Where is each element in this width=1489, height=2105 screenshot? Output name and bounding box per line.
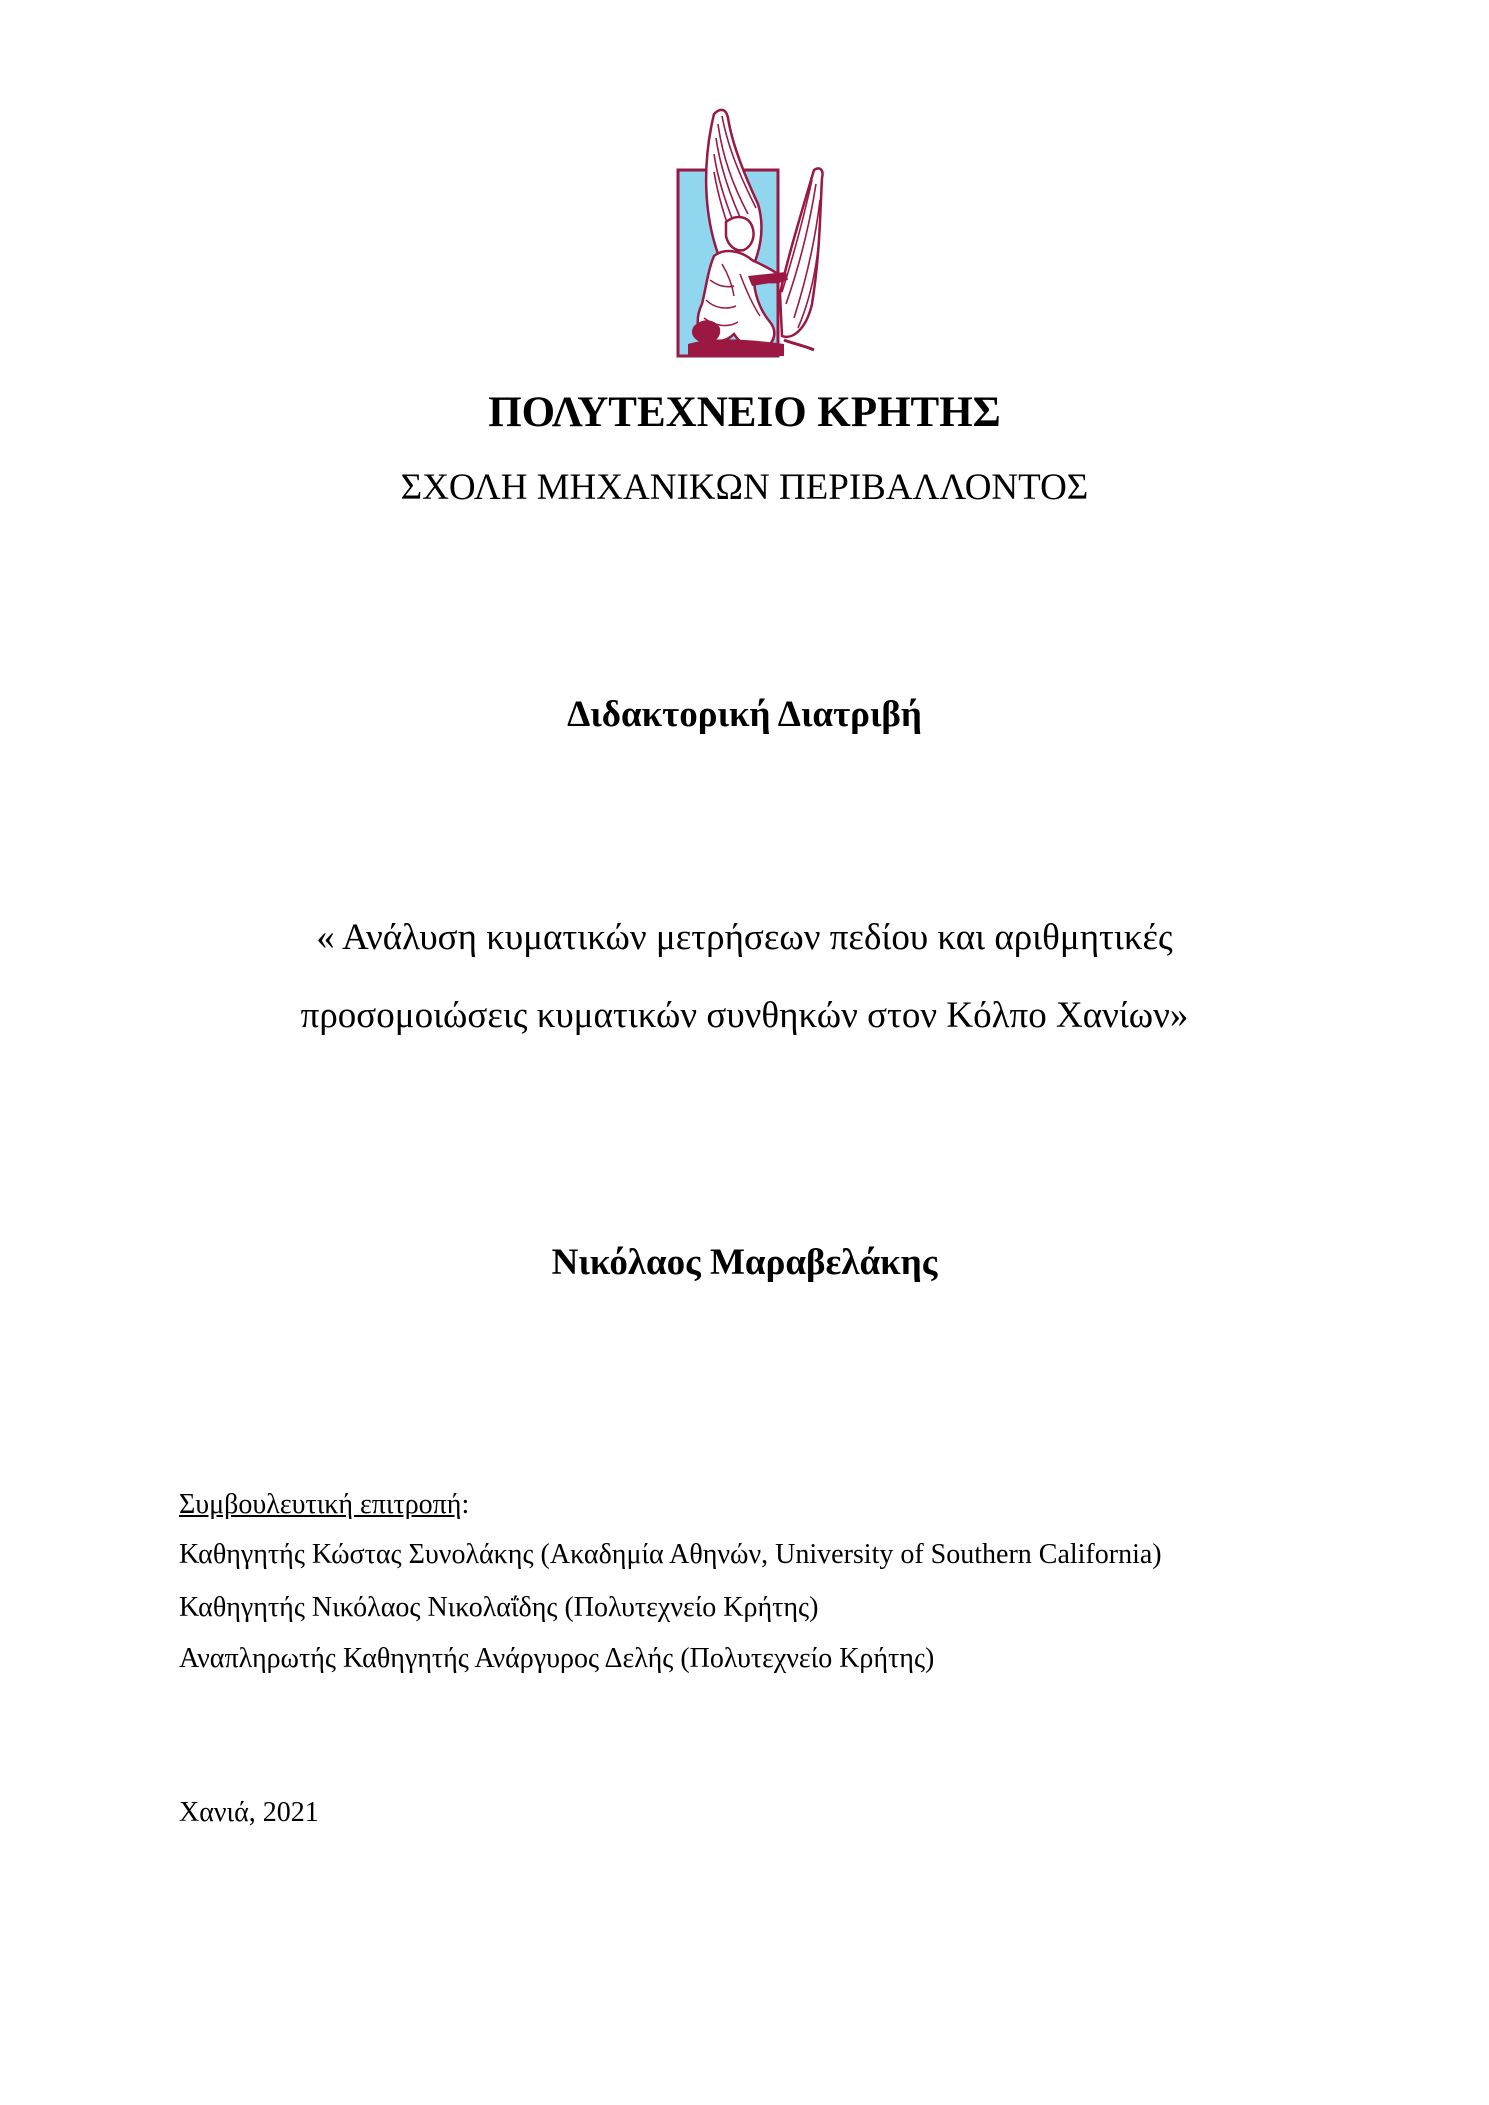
committee-member: Αναπληρωτής Καθηγητής Ανάργυρος Δελής (Πολυτεχνείο Κρήτης) [179,1643,935,1674]
committee-member: Καθηγητής Κώστας Συνολάκης (Ακαδημία Αθηνών, University of Southern California) [179,1539,1162,1570]
university-name: ΠΟΛΥΤΕΧΝΕΙΟ ΚΡΗΤΗΣ [488,389,1001,436]
thesis-title-line-2: προσομοιώσεις κυματικών συνθηκών στον Κόλπο Χανίων» [300,995,1189,1036]
thesis-title-line-1: « Ανάλυση κυματικών μετρήσεων πεδίου και αριθμητικές [316,917,1173,958]
committee-label-colon: : [461,1489,470,1520]
document-type: Διδακτορική Διατριβή [567,694,922,735]
school-name: ΣΧΟΛΗ ΜΗΧΑΝΙΚΩΝ ΠΕΡΙΒΑΛΛΟΝΤΟΣ [400,467,1089,508]
polytechnic-crete-winged-figure-logo [674,104,834,362]
committee-heading [179,1488,469,1522]
committee-member: Καθηγητής Νικόλαος Νικολαΐδης (Πολυτεχνείο Κρήτης) [179,1592,819,1623]
committee-label: Συμβουλευτική επιτροπή [179,1489,462,1520]
place-date: Χανιά, 2021 [179,1797,319,1828]
author-name: Νικόλαος Μαραβελάκης [551,1242,938,1283]
